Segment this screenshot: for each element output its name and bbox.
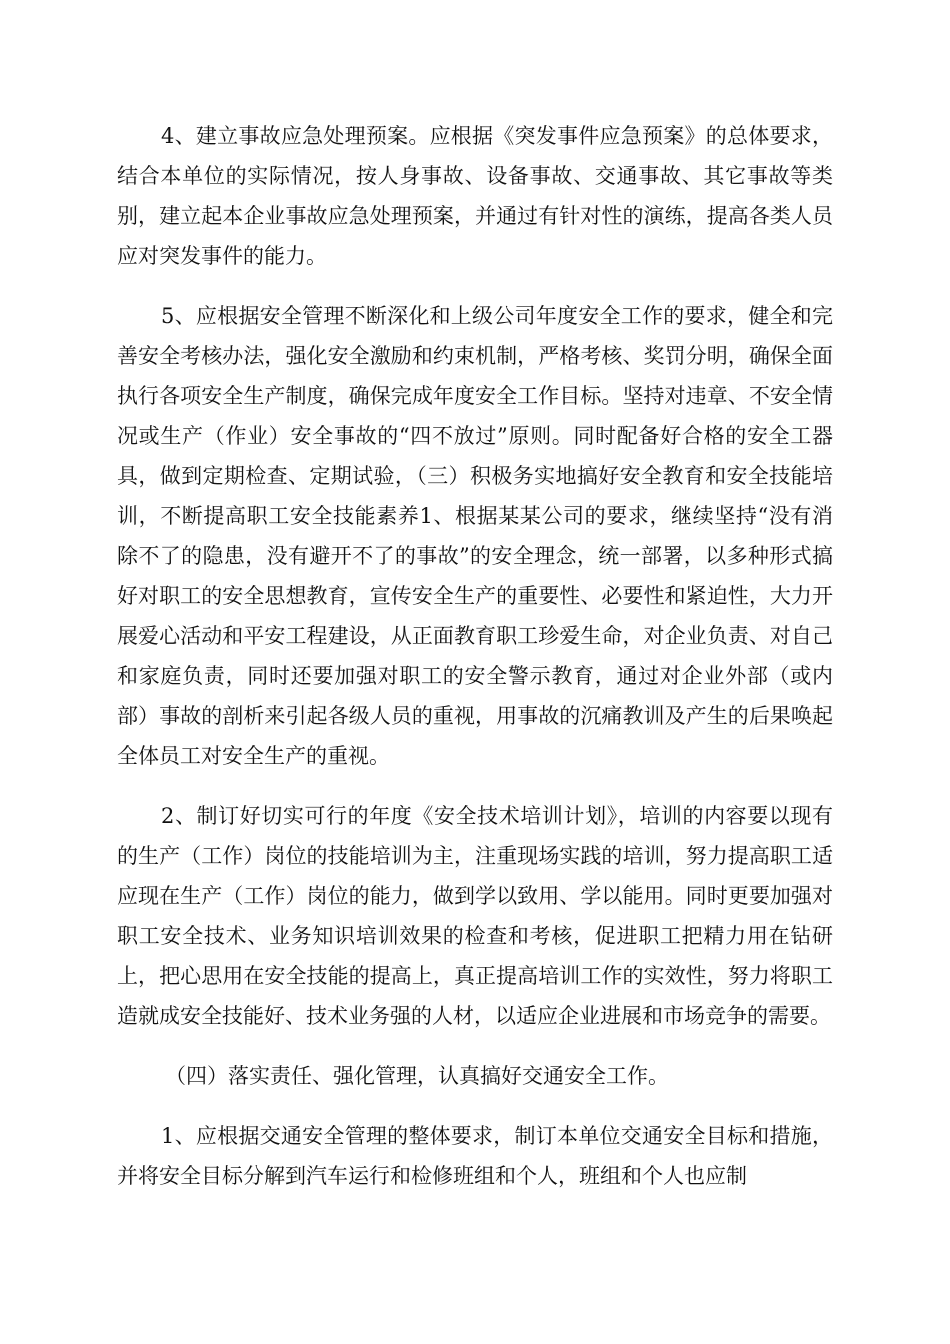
paragraph-training-plan: 2、制订好切实可行的年度《安全技术培训计划》，培训的内容要以现有的生产（工作）岗位的技能培训为主，注重现场实践的培训，努力提高职工适应现在生产（工作）岗位的能力，做到学以致用、学以能用。同时更要加强对职工安全技术、业务知识培训效果的检查和考核，促进职工把精力用在钻研上，把心思用在安全技能的提高上，真正提高培训工作的实效性，努力将职工造就成安全技能好、技术业务强的人材，以适应企业进展和市场竞争的需要。 (117, 804, 833, 1028)
paragraph-traffic-safety-targets: 1、应根据交通安全管理的整体要求，制订本单位交通安全目标和措施，并将安全目标分解到汽车运行和检修班组和个人，班组和个人也应制 (117, 1124, 833, 1188)
document-body (117, 116, 833, 1216)
paragraph-emergency-plan: 4、建立事故应急处理预案。应根据《突发事件应急预案》的总体要求，结合本单位的实际情况，按人身事故、设备事故、交通事故、其它事故等类别，建立起本企业事故应急处理预案，并通过有针对性的演练，提高各类人员应对突发事件的能力。 (117, 124, 833, 268)
paragraph-safety-assessment: 5、应根据安全管理不断深化和上级公司年度安全工作的要求，健全和完善安全考核办法，强化安全激励和约束机制，严格考核、奖罚分明，确保全面执行各项安全生产制度，确保完成年度安全工作目标。坚持对违章、不安全情况或生产（作业）安全事故的“四不放过”原则。同时配备好合格的安全工器具，做到定期检查、定期试验，（三）积极务实地搞好安全教育和安全技能培训，不断提高职工安全技能素养1、根据某某公司的要求，继续坚持“没有消除不了的隐患，没有避开不了的事故”的安全理念，统一部署，以多种形式搞好对职工的安全思想教育，宣传安全生产的重要性、必要性和紧迫性，大力开展爱心活动和平安工程建设，从正面教育职工珍爱生命，对企业负责、对自己和家庭负责，同时还要加强对职工的安全警示教育，通过对企业外部（或内部）事故的剖析来引起各级人员的重视，用事故的沉痛教训及产生的后果唤起全体员工对安全生产的重视。 (117, 304, 833, 768)
section-heading-traffic-safety: （四）落实责任、强化管理，认真搞好交通安全工作。 (165, 1064, 669, 1088)
